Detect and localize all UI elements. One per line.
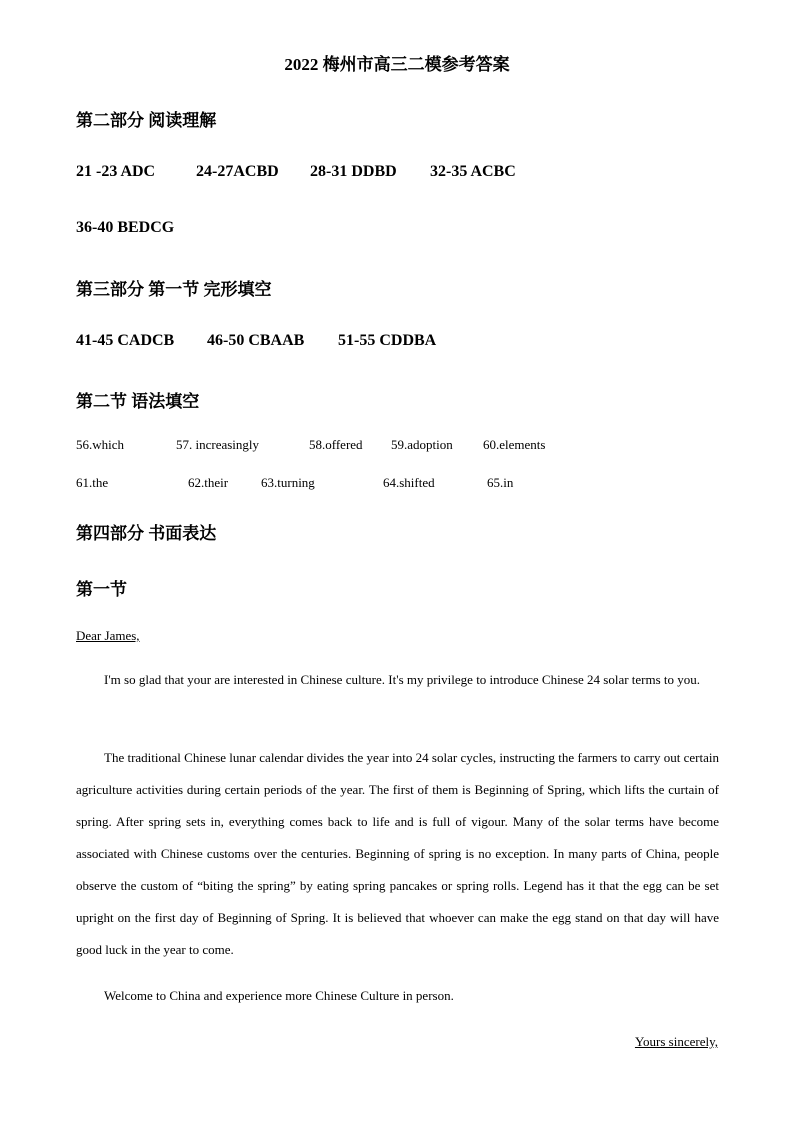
- grammar-answer: 60.elements: [483, 437, 546, 452]
- grammar-answer: 63.turning: [261, 475, 315, 490]
- answer-group: 51-55 CDDBA: [338, 332, 437, 349]
- section1-heading: 第一节: [76, 580, 127, 599]
- answer-group: 41-45 CADCB: [76, 332, 175, 349]
- grammar-answer: 61.the: [76, 475, 109, 490]
- section2-heading: 第二节 语法填空: [76, 392, 200, 411]
- part3-heading: 第三部分 第一节 完形填空: [76, 280, 272, 299]
- page-title: 2022 梅州市高三二模参考答案: [284, 55, 510, 74]
- grammar-answer: 57. increasingly: [176, 437, 260, 452]
- letter-paragraph: Welcome to China and experience more Chinese Culture in person.: [104, 988, 454, 1003]
- letter-paragraph: The traditional Chinese lunar calendar divides the year into 24 solar cycles, instructing the farmers to carry out certain agriculture activities during certain periods of the year. The first of them is Beginning of Spring, which lifts the curtain of spring. After spring sets in, everything comes back to life and is full of vigour. Many of the solar terms have become associated with Chinese customs over the centuries. Beginning of spring is no exception. In many parts of China, people observe the custom of “biting the spring” by eating spring pancakes or spring rolls. Legend has it that the egg can be set upright on the first day of Beginning of Spring. It is believed that whoever can make the egg stand on that day will have good luck in the year to come.: [76, 750, 719, 957]
- answer-group: 21 -23 ADC: [76, 163, 156, 180]
- grammar-answer: 58.offered: [309, 437, 363, 452]
- part4-heading: 第四部分 书面表达: [76, 524, 217, 543]
- grammar-answer: 56.which: [76, 437, 125, 452]
- letter-greeting: Dear James,: [76, 628, 140, 643]
- grammar-answer: 62.their: [188, 475, 229, 490]
- answer-group: 36-40 BEDCG: [76, 219, 175, 236]
- answer-group: 28-31 DDBD: [310, 163, 397, 180]
- answer-group: 24-27ACBD: [196, 163, 279, 180]
- answer-group: 32-35 ACBC: [430, 163, 516, 180]
- grammar-answer: 59.adoption: [391, 437, 453, 452]
- answer-group: 46-50 CBAAB: [207, 332, 305, 349]
- part2-heading: 第二部分 阅读理解: [76, 111, 217, 130]
- grammar-answer: 64.shifted: [383, 475, 435, 490]
- letter-closing: Yours sincerely,: [634, 1034, 718, 1049]
- letter-paragraph: I'm so glad that your are interested in Chinese culture. It's my privilege to introduce Chinese 24 solar terms to you.: [104, 672, 701, 687]
- grammar-answer: 65.in: [487, 475, 514, 490]
